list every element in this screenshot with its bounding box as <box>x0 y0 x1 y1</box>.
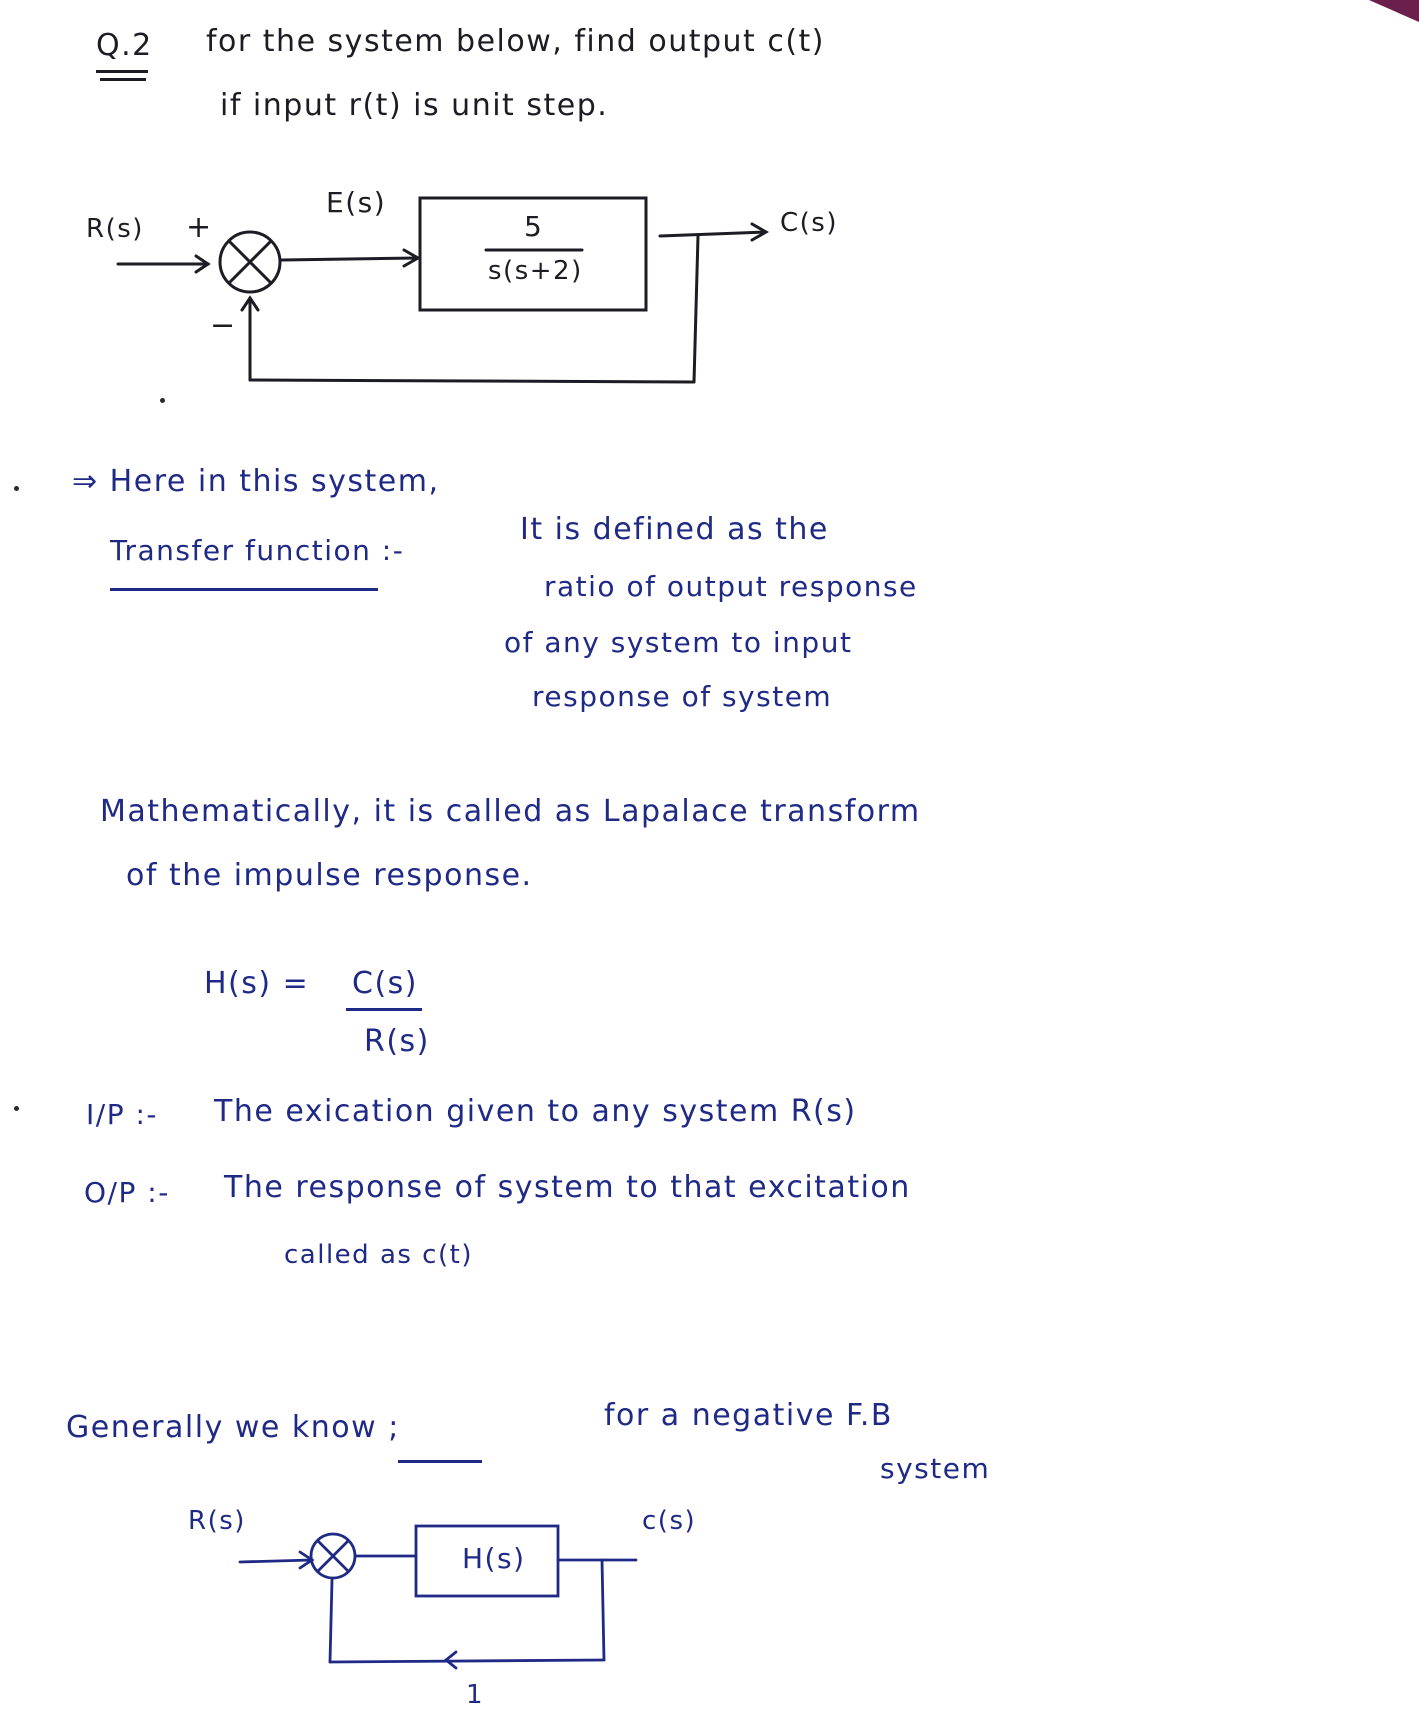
d2-input-line <box>240 1560 312 1562</box>
definition-term: Transfer function :- <box>110 534 405 567</box>
generally-right-2: system <box>880 1452 991 1485</box>
diagram1-tf-denominator: s(s+2) <box>488 256 583 286</box>
op-label: O/P :- <box>84 1176 170 1209</box>
diagram1-error-label: E(s) <box>326 186 387 219</box>
ip-text: The exication given to any system R(s) <box>214 1094 857 1129</box>
diagram1-plus-sign: + <box>186 210 213 245</box>
diagram2-feedback-label: 1 <box>466 1680 485 1710</box>
definition-line-1: It is defined as the <box>520 512 829 547</box>
definition-line-4: response of system <box>532 680 833 713</box>
d2-feedback-down <box>602 1560 604 1660</box>
ip-label: I/P :- <box>86 1098 159 1131</box>
d2-feedback-bottom <box>330 1660 604 1662</box>
diagram1-minus-sign: − <box>210 308 237 343</box>
d2-feedback-up <box>330 1580 332 1662</box>
question-line-2: if input r(t) is unit step. <box>220 88 609 123</box>
diagram2-block-label: H(s) <box>462 1542 526 1575</box>
definition-line-3: of any system to input <box>504 626 853 659</box>
formula-denominator: R(s) <box>364 1024 430 1059</box>
intro-line: ⇒ Here in this system, <box>72 464 440 499</box>
formula-numerator: C(s) <box>352 966 418 1001</box>
generally-right-1: for a negative F.B <box>604 1398 894 1433</box>
question-line-1: for the system below, find output c(t) <box>206 24 825 59</box>
question-number: Q.2 <box>96 28 153 63</box>
mathematically-line-2: of the impulse response. <box>126 858 533 893</box>
diagram1-input-label: R(s) <box>86 214 144 244</box>
diagram1-tf-numerator: 5 <box>524 210 544 243</box>
op-continuation: called as c(t) <box>284 1240 473 1270</box>
definition-line-2: ratio of output response <box>544 570 918 603</box>
diagram1-output-label: C(s) <box>780 208 838 238</box>
op-text: The response of system to that excitation <box>224 1170 911 1205</box>
mathematically-line-1: Mathematically, it is called as Lapalace transform <box>100 794 921 829</box>
generally-left: Generally we know ; <box>66 1410 400 1445</box>
diagram2-input-label: R(s) <box>188 1506 246 1536</box>
diagram2-output-label: c(s) <box>642 1506 697 1536</box>
formula-lhs: H(s) = <box>204 966 310 1001</box>
